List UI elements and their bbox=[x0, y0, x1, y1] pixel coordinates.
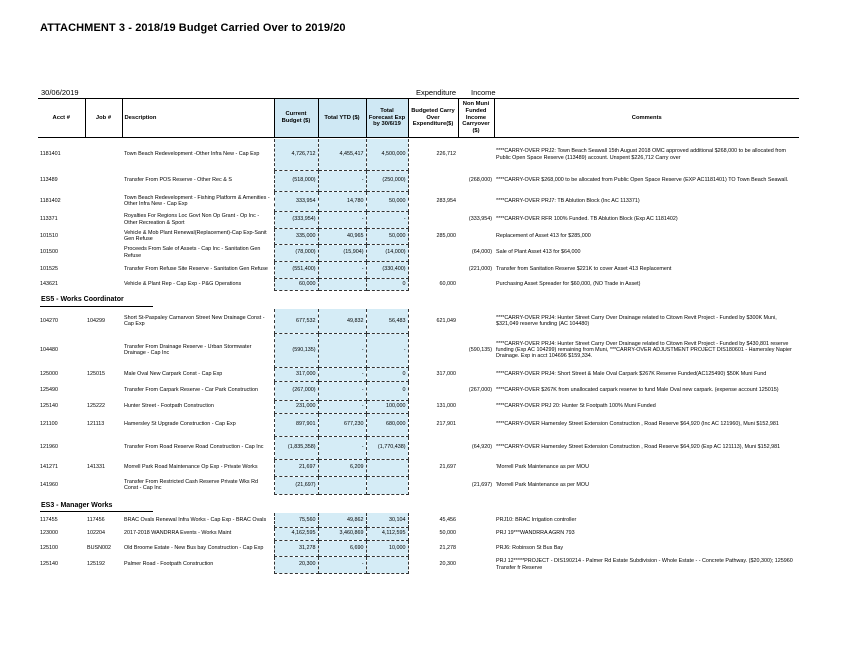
income-carryover-cell bbox=[458, 459, 494, 476]
job-cell bbox=[85, 139, 122, 170]
total-ytd-cell: - bbox=[318, 400, 366, 413]
carry-over-cell bbox=[408, 476, 458, 494]
acct-cell: 125100 bbox=[40, 544, 58, 551]
income-carryover-cell bbox=[458, 367, 494, 381]
forecast-cell: 50,000 bbox=[366, 228, 408, 244]
income-carryover-cell bbox=[458, 191, 494, 211]
current-budget-cell: (21,697) bbox=[274, 476, 318, 494]
comment-cell: PRJ 19***WANDRRA AGRN 793 bbox=[496, 530, 575, 537]
forecast-cell: 56,483 bbox=[366, 309, 408, 333]
description-cell: BRAC Ovals Renewal Infra Works - Cap Exp - BRAC Ovals bbox=[124, 516, 267, 523]
description-cell: Old Broome Estate - New Bus bay Construction - Cap Exp bbox=[124, 544, 264, 551]
acct-cell: 104480 bbox=[40, 346, 58, 353]
acct-cell: 101510 bbox=[40, 232, 58, 239]
carry-over-cell: 285,000 bbox=[436, 232, 456, 239]
description-cell: Hamersley St Upgrade Construction - Cap Exp bbox=[124, 421, 236, 428]
total-ytd-cell: 3,460,869 bbox=[318, 527, 366, 540]
current-budget-cell: (551,400) bbox=[274, 261, 318, 278]
job-cell bbox=[85, 261, 122, 278]
total-ytd-cell: 4,455,417 bbox=[318, 139, 366, 170]
current-budget-cell: 21,697 bbox=[274, 459, 318, 476]
forecast-cell: (1,770,438) bbox=[366, 436, 408, 459]
description-cell: Hunter Street - Footpath Construction bbox=[124, 403, 214, 410]
carry-over-cell: 283,954 bbox=[436, 197, 456, 204]
comment-cell: Transfer from Sanitation Reserve $221K to cover Asset 413 Replacement bbox=[496, 266, 672, 273]
acct-cell: 113371 bbox=[40, 216, 58, 223]
carry-over-cell: 20,300 bbox=[439, 561, 456, 568]
current-budget-cell: 897,901 bbox=[274, 413, 318, 436]
total-ytd-cell: 14,780 bbox=[318, 191, 366, 211]
total-ytd-cell: 49,862 bbox=[318, 513, 366, 527]
comment-cell: ****CARRY-OVER PRJ 20: Hunter St Footpath 100% Muni Funded bbox=[496, 403, 656, 410]
acct-cell: 1181401 bbox=[40, 151, 61, 158]
carry-over-cell bbox=[408, 261, 458, 278]
current-budget-cell: (1,835,358) bbox=[274, 436, 318, 459]
total-ytd-cell: - bbox=[318, 333, 366, 367]
job-cell: 104299 bbox=[87, 317, 105, 324]
total-ytd-cell: (15,904) bbox=[318, 244, 366, 261]
description-cell: Vehicle & Mob Plant Renewal(Replacement)-Cap Exp-Sanit Gen Refuse bbox=[124, 229, 267, 242]
acct-cell: 125490 bbox=[40, 387, 58, 394]
header-comments: Comments bbox=[631, 114, 662, 121]
section-1-table bbox=[38, 139, 799, 291]
section-2-table bbox=[38, 309, 799, 495]
job-cell bbox=[85, 476, 122, 494]
acct-cell: 125000 bbox=[40, 370, 58, 377]
forecast-cell: 4,112,595 bbox=[366, 527, 408, 540]
forecast-cell bbox=[366, 459, 408, 476]
current-budget-cell: (333,954) bbox=[274, 211, 318, 228]
header-description: Description bbox=[122, 99, 274, 138]
forecast-cell: 4,500,000 bbox=[366, 139, 408, 170]
total-ytd-cell: 677,230 bbox=[318, 413, 366, 436]
current-budget-cell: 231,000 bbox=[274, 400, 318, 413]
current-budget-cell: 333,954 bbox=[274, 191, 318, 211]
carry-over-cell: 50,000 bbox=[439, 530, 456, 537]
income-carryover-cell: (221,000) bbox=[468, 266, 492, 273]
income-carryover-cell: (268,000) bbox=[468, 177, 492, 184]
total-ytd-cell: - bbox=[318, 211, 366, 228]
table-row bbox=[38, 527, 799, 540]
forecast-cell: 10,000 bbox=[366, 540, 408, 556]
total-ytd-cell: 6,690 bbox=[318, 540, 366, 556]
income-carryover-cell bbox=[458, 278, 494, 290]
comment-cell: ****CARRY-OVER PRJ4: Short Street & Male Oval Carpark $267K Reserve Funded(AC125490) $50K Muni Fund bbox=[496, 370, 767, 377]
table-row bbox=[38, 309, 799, 333]
table-row bbox=[38, 333, 799, 367]
job-cell: 125192 bbox=[87, 561, 105, 568]
income-carryover-cell: (21,697) bbox=[471, 481, 492, 488]
table-row bbox=[38, 436, 799, 459]
acct-cell: 104270 bbox=[40, 317, 58, 324]
job-cell bbox=[85, 278, 122, 290]
current-budget-cell: 4,162,595 bbox=[274, 527, 318, 540]
total-ytd-cell bbox=[318, 476, 366, 494]
acct-cell: 1181402 bbox=[40, 197, 61, 204]
total-ytd-cell: - bbox=[318, 436, 366, 459]
carry-over-cell: 217,901 bbox=[436, 421, 456, 428]
current-budget-cell: 335,000 bbox=[274, 228, 318, 244]
comment-cell: PRJ 12*****PROJECT - DIS190214 - Palmer Rd Estate Subdivision - Whole Estate - - Concrete Pathway. ($20,300); 125960 Transfer fr Reserve bbox=[496, 558, 793, 571]
job-cell: 102204 bbox=[87, 530, 105, 537]
job-cell: 125222 bbox=[87, 403, 105, 410]
acct-cell: 141960 bbox=[40, 481, 58, 488]
carry-over-cell bbox=[408, 333, 458, 367]
comment-cell: ****CARRY-OVER PRJ2: Town Beach Seawall 15th August 2018 OMC approved additional $268,000 to be allocated from Public Open Space Reserve (113489) account. Unspent $226,712 Carry over bbox=[496, 148, 786, 161]
description-cell: Male Oval New Carpark Const - Cap Exp bbox=[124, 370, 223, 377]
forecast-cell: (250,000) bbox=[366, 170, 408, 191]
current-budget-cell: 4,726,712 bbox=[274, 139, 318, 170]
comment-cell: PRJ6: Robinson St Bus Bay bbox=[496, 544, 564, 551]
carry-over-cell bbox=[408, 381, 458, 400]
header-job: Job # bbox=[85, 99, 122, 138]
table-row bbox=[38, 540, 799, 556]
income-carryover-cell bbox=[458, 400, 494, 413]
table-row bbox=[38, 244, 799, 261]
acct-cell: 141271 bbox=[40, 464, 58, 471]
table-row bbox=[38, 278, 799, 290]
forecast-cell: (330,400) bbox=[366, 261, 408, 278]
description-cell: Transfer From Drainage Reserve - Urban Stormwater Drainage - Cap Inc bbox=[124, 343, 252, 356]
description-cell: Transfer From Carpark Reserve - Car Park Construction bbox=[124, 387, 259, 394]
current-budget-cell: 317,000 bbox=[274, 367, 318, 381]
comment-cell: ****CARRY-OVER $268,000 to be allocated from Public Open Space Reserve (EXP AC1181401) TO Town Beach Seawall. bbox=[496, 177, 789, 184]
description-cell: Transfer From POS Reserve - Other Rec & S bbox=[124, 177, 232, 184]
report-date: 30/06/2019 bbox=[41, 88, 79, 97]
carry-over-cell bbox=[408, 436, 458, 459]
comment-cell: Sale of Plant Asset 413 for $64,000 bbox=[496, 249, 581, 256]
table-row bbox=[38, 228, 799, 244]
expenditure-group-label: Expenditure bbox=[416, 88, 457, 97]
income-carryover-cell bbox=[458, 228, 494, 244]
job-cell bbox=[85, 436, 122, 459]
description-cell: Proceeds From Sale of Assets - Cap Inc - Sanitation Gen Refuse bbox=[124, 246, 261, 259]
description-cell: Morrell Park Road Maintenance Op Exp - Private Works bbox=[124, 464, 258, 471]
job-cell: 125015 bbox=[87, 370, 105, 377]
current-budget-cell: (78,000) bbox=[274, 244, 318, 261]
carry-over-cell: 45,456 bbox=[439, 516, 456, 523]
forecast-cell bbox=[366, 556, 408, 573]
current-budget-cell: 60,000 bbox=[274, 278, 318, 290]
total-ytd-cell: - bbox=[318, 170, 366, 191]
comment-cell: ****CARRY-OVER Hamersley Street Extension Construction , Road Reserve $64,920 (Exp AC 121113), Muni $152,981 bbox=[496, 444, 781, 451]
income-carryover-cell bbox=[458, 556, 494, 573]
description-cell: Transfer From Refuse Site Reserve - Sanitation Gen Refuse bbox=[124, 266, 268, 273]
page-title: ATTACHMENT 3 - 2018/19 Budget Carried Over to 2019/20 bbox=[40, 22, 346, 34]
table-row bbox=[38, 459, 799, 476]
table-row bbox=[38, 139, 799, 170]
current-budget-cell: (267,000) bbox=[274, 381, 318, 400]
comment-cell: 'Morrell Park Maintenance as per MOU bbox=[496, 464, 590, 471]
job-cell bbox=[85, 333, 122, 367]
acct-cell: 125140 bbox=[40, 561, 58, 568]
comment-cell: ****CARRY-OVER $267K from unallocated carpark reserve to fund Male Oval new carpark. (expense account 125015) bbox=[496, 387, 779, 394]
job-cell: 121113 bbox=[87, 421, 105, 428]
comment-cell: ****CARRY-OVER RFR 100% Funded. TB Ablution Block (Exp AC 1181402) bbox=[496, 216, 678, 223]
column-header-row bbox=[38, 98, 799, 138]
header-total-ytd: Total YTD ($) bbox=[318, 99, 366, 138]
description-cell: Royalties For Regions Loc Govt Non Op Grant - Op Inc - Other Recreation & Sport bbox=[124, 213, 260, 226]
carry-over-cell: 21,278 bbox=[439, 544, 456, 551]
job-cell bbox=[85, 228, 122, 244]
total-ytd-cell: 40,965 bbox=[318, 228, 366, 244]
current-budget-cell: 75,560 bbox=[274, 513, 318, 527]
current-budget-cell: (518,000) bbox=[274, 170, 318, 191]
forecast-cell: 0 bbox=[366, 367, 408, 381]
comment-cell: Purchasing Asset Spreader for $60,000, (NO Trade in Asset) bbox=[496, 280, 641, 287]
comment-cell: ****CARRY-OVER PRJ4: Hunter Street Carry Over Drainage related to Citown Revit Project - Funded by $430,801 reserve funding (Exp AC 104299) remaining from Muni, ***CARRY-OVER ADJUSTMENT PROJECT DIS180601 - Hamersley Napier Drainage. Exp in acct 104696 $159,334. bbox=[496, 340, 792, 360]
table-row bbox=[38, 381, 799, 400]
carry-over-cell bbox=[408, 211, 458, 228]
income-carryover-cell bbox=[458, 413, 494, 436]
forecast-cell: - bbox=[366, 333, 408, 367]
income-carryover-cell: (267,000) bbox=[468, 387, 492, 394]
comment-cell: ****CARRY-OVER Hamersley Street Extension Construction , Road Reserve $64,920 (Inc AC 121960), Muni $152,981 bbox=[496, 421, 779, 428]
description-cell: Transfer From Road Reserve Road Construction - Cap Inc bbox=[124, 444, 264, 451]
acct-cell: 121960 bbox=[40, 444, 58, 451]
header-budgeted-carry-over: Budgeted Carry Over Expenditure($) bbox=[408, 99, 458, 138]
forecast-cell: 100,000 bbox=[366, 400, 408, 413]
table-row bbox=[38, 413, 799, 436]
total-ytd-cell: 49,832 bbox=[318, 309, 366, 333]
income-group-label: Income bbox=[471, 88, 496, 97]
carry-over-cell: 131,000 bbox=[436, 403, 456, 410]
forecast-cell: 50,000 bbox=[366, 191, 408, 211]
section-divider bbox=[40, 511, 153, 512]
comment-cell: PRJ10: BRAC Irrigation controller bbox=[496, 516, 577, 523]
header-current-budget: Current Budget ($) bbox=[274, 99, 318, 138]
section-heading-manager-works: ES3 - Manager Works bbox=[41, 502, 113, 509]
description-cell: Transfer From Restricted Cash Reserve Private Wks Rd Const - Cap Inc bbox=[124, 478, 258, 491]
header-total-forecast: Total Forecast Exp by 30/6/19 bbox=[366, 99, 408, 138]
current-budget-cell: (590,135) bbox=[274, 333, 318, 367]
carry-over-cell: 317,000 bbox=[436, 370, 456, 377]
carry-over-cell: 60,000 bbox=[439, 280, 456, 287]
total-ytd-cell: - bbox=[318, 556, 366, 573]
income-carryover-cell bbox=[458, 309, 494, 333]
total-ytd-cell: 6,209 bbox=[318, 459, 366, 476]
acct-cell: 121100 bbox=[40, 421, 58, 428]
forecast-cell: 0 bbox=[366, 278, 408, 290]
acct-cell: 113489 bbox=[40, 177, 58, 184]
income-carryover-cell bbox=[458, 527, 494, 540]
acct-cell: 143621 bbox=[40, 280, 58, 287]
current-budget-cell: 677,532 bbox=[274, 309, 318, 333]
section-3-table bbox=[38, 513, 799, 574]
carry-over-cell bbox=[408, 244, 458, 261]
comment-cell: Replacement of Asset 413 for $285,000 bbox=[496, 232, 591, 239]
table-row bbox=[38, 211, 799, 228]
job-cell bbox=[85, 170, 122, 191]
table-row bbox=[38, 556, 799, 573]
current-budget-cell: 31,278 bbox=[274, 540, 318, 556]
total-ytd-cell bbox=[318, 278, 366, 290]
forecast-cell: (14,000) bbox=[366, 244, 408, 261]
job-cell: 141331 bbox=[87, 464, 105, 471]
table-row bbox=[38, 191, 799, 211]
income-carryover-cell: (333,954) bbox=[468, 216, 492, 223]
section-heading-works-coordinator: ES5 - Works Coordinator bbox=[41, 296, 124, 303]
header-acct: Acct # bbox=[38, 99, 85, 138]
table-row bbox=[38, 513, 799, 527]
comment-cell: ****CARRY-OVER PRJ4: Hunter Street Carry Over Drainage related to Citown Revit Project - Funded by $300K Muni, $321,049 reserve funding (AC 104480) bbox=[496, 314, 777, 327]
acct-cell: 123000 bbox=[40, 530, 58, 537]
income-carryover-cell: (64,920) bbox=[471, 444, 492, 451]
table-row bbox=[38, 170, 799, 191]
section-divider bbox=[40, 306, 153, 307]
income-carryover-cell: (64,000) bbox=[471, 249, 492, 256]
description-cell: Town Beach Redevelopment - Fishing Platform & Amenities -Other Infra New - Cap Exp bbox=[124, 194, 270, 207]
table-row bbox=[38, 261, 799, 278]
carry-over-cell: 621,049 bbox=[436, 317, 456, 324]
carry-over-cell: 226,712 bbox=[436, 151, 456, 158]
job-cell bbox=[85, 191, 122, 211]
carry-over-cell bbox=[408, 170, 458, 191]
table-row bbox=[38, 476, 799, 494]
income-carryover-cell bbox=[458, 513, 494, 527]
total-ytd-cell: - bbox=[318, 261, 366, 278]
comment-cell: 'Morrell Park Maintenance as per MOU bbox=[496, 481, 590, 488]
income-carryover-cell: (590,135) bbox=[468, 346, 492, 353]
description-cell: Short St-Paspaley Carnarvon Street New Drainage Const - Cap Exp bbox=[124, 314, 265, 327]
current-budget-cell: 20,300 bbox=[274, 556, 318, 573]
income-carryover-cell bbox=[458, 139, 494, 170]
table-row bbox=[38, 400, 799, 413]
job-cell bbox=[85, 244, 122, 261]
total-ytd-cell: - bbox=[318, 367, 366, 381]
total-ytd-cell: - bbox=[318, 381, 366, 400]
comment-cell: ****CARRY-OVER PRJ7: TB Ablution Block (Inc AC 113371) bbox=[496, 197, 640, 204]
description-cell: Palmer Road - Footpath Construction bbox=[124, 561, 214, 568]
header-income-carryover: Non Muni Funded Income Carryover ($) bbox=[458, 99, 494, 138]
job-cell: 117456 bbox=[87, 516, 105, 523]
forecast-cell bbox=[366, 476, 408, 494]
income-carryover-cell bbox=[458, 540, 494, 556]
carry-over-cell: 21,697 bbox=[439, 464, 456, 471]
forecast-cell: 0 bbox=[366, 381, 408, 400]
description-cell: Town Beach Redevelopment -Other Infra New - Cap Exp bbox=[124, 151, 260, 158]
job-cell bbox=[85, 381, 122, 400]
acct-cell: 101525 bbox=[40, 266, 58, 273]
description-cell: 2017-2018 WANDRRA Events - Works Maint bbox=[124, 530, 232, 537]
description-cell: Vehicle & Plant Rep - Cap Exp - P&G Operations bbox=[124, 280, 242, 287]
job-cell: BUSN002 bbox=[87, 544, 111, 551]
forecast-cell: 30,104 bbox=[366, 513, 408, 527]
acct-cell: 117455 bbox=[40, 516, 58, 523]
forecast-cell: - bbox=[366, 211, 408, 228]
acct-cell: 125140 bbox=[40, 403, 58, 410]
job-cell bbox=[85, 211, 122, 228]
forecast-cell: 680,000 bbox=[366, 413, 408, 436]
table-row bbox=[38, 367, 799, 381]
acct-cell: 101500 bbox=[40, 249, 58, 256]
